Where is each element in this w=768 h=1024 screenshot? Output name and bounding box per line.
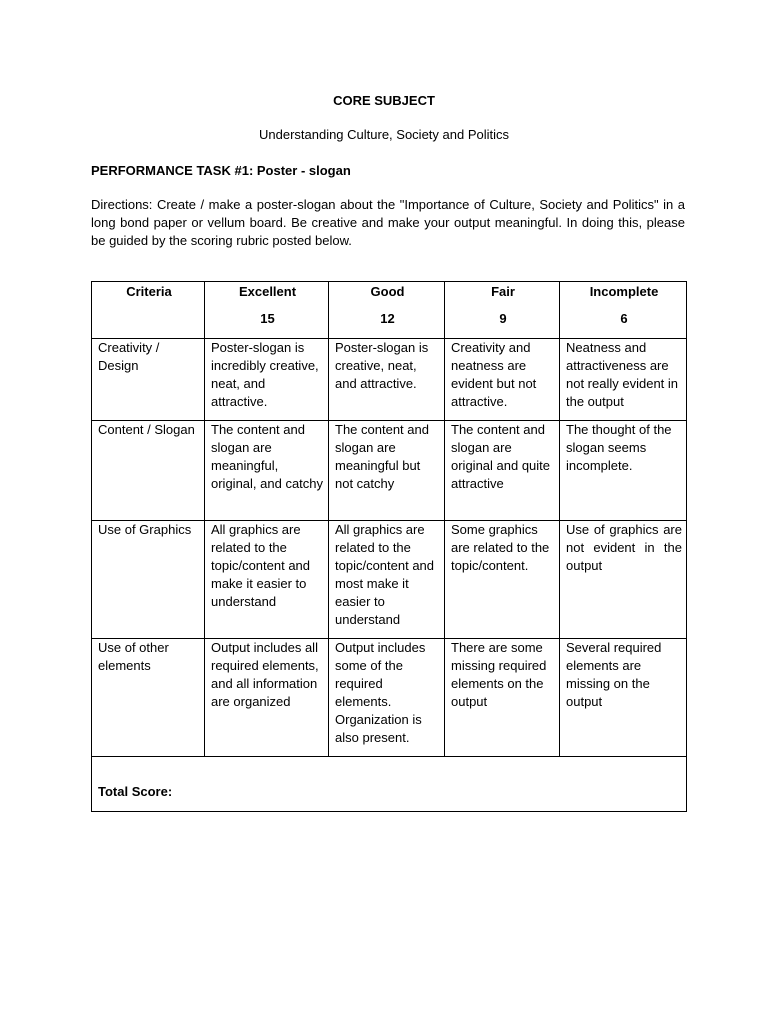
column-header-incomplete bbox=[560, 282, 687, 339]
subject-subtitle: Understanding Culture, Society and Politics bbox=[258, 127, 510, 142]
excellent-cell: Output includes all required elements, and all information are organized bbox=[205, 639, 329, 757]
criteria-cell: Use of Graphics bbox=[92, 521, 205, 639]
criteria-cell: Creativity / Design bbox=[92, 339, 205, 421]
incomplete-cell: Use of graphics are not evident in the output bbox=[560, 521, 687, 639]
fair-cell: Creativity and neatness are evident but not attractive. bbox=[445, 339, 560, 421]
directions-paragraph: Directions: Create / make a poster-slogan about the "Importance of Culture, Society and Politics" in a long bond paper or vellum board. Be creative and make your output meaningful. In doing this, please be guided by the scoring rubric posted below. bbox=[91, 197, 685, 248]
fair-cell: Some graphics are related to the topic/content. bbox=[445, 521, 560, 639]
column-points: 15 bbox=[260, 311, 275, 326]
rubric-row-content bbox=[92, 421, 687, 521]
rubric-row-other-elements bbox=[92, 639, 687, 757]
column-name: Incomplete bbox=[589, 284, 659, 299]
column-header-good bbox=[329, 282, 445, 339]
good-cell: All graphics are related to the topic/content and most make it easier to understand bbox=[329, 521, 445, 639]
total-score-row bbox=[92, 757, 687, 812]
column-header-fair bbox=[445, 282, 560, 339]
incomplete-cell: Several required elements are missing on the output bbox=[560, 639, 687, 757]
total-score-label: Total Score: bbox=[98, 784, 173, 799]
criteria-cell: Use of other elements bbox=[92, 639, 205, 757]
column-name: Good bbox=[370, 284, 405, 299]
column-name: Fair bbox=[491, 284, 515, 299]
rubric-row-graphics bbox=[92, 521, 687, 639]
excellent-cell: The content and slogan are meaningful, original, and catchy bbox=[205, 421, 329, 521]
criteria-cell: Content / Slogan bbox=[92, 421, 205, 521]
good-cell: Poster-slogan is creative, neat, and attractive. bbox=[329, 339, 445, 421]
column-points: 12 bbox=[380, 311, 395, 326]
excellent-cell: All graphics are related to the topic/content and make it easier to understand bbox=[205, 521, 329, 639]
column-name: Criteria bbox=[126, 284, 172, 299]
task-heading: PERFORMANCE TASK #1: Poster - slogan bbox=[91, 163, 351, 178]
total-score-cell bbox=[92, 757, 687, 812]
column-header-criteria bbox=[92, 282, 205, 339]
scoring-rubric-table bbox=[91, 281, 687, 812]
excellent-cell: Poster-slogan is incredibly creative, neat, and attractive. bbox=[205, 339, 329, 421]
column-points: 6 bbox=[620, 311, 628, 326]
column-points: 9 bbox=[499, 311, 507, 326]
document-title: CORE SUBJECT bbox=[333, 93, 435, 108]
column-header-excellent bbox=[205, 282, 329, 339]
incomplete-cell: The thought of the slogan seems incomplete. bbox=[560, 421, 687, 521]
fair-cell: There are some missing required elements on the output bbox=[445, 639, 560, 757]
incomplete-cell: Neatness and attractiveness are not really evident in the output bbox=[560, 339, 687, 421]
column-name: Excellent bbox=[238, 284, 297, 299]
good-cell: Output includes some of the required elements. Organization is also present. bbox=[329, 639, 445, 757]
rubric-row-creativity bbox=[92, 339, 687, 421]
fair-cell: The content and slogan are original and quite attractive bbox=[445, 421, 560, 521]
rubric-header-row bbox=[92, 282, 687, 339]
good-cell: The content and slogan are meaningful but not catchy bbox=[329, 421, 445, 521]
